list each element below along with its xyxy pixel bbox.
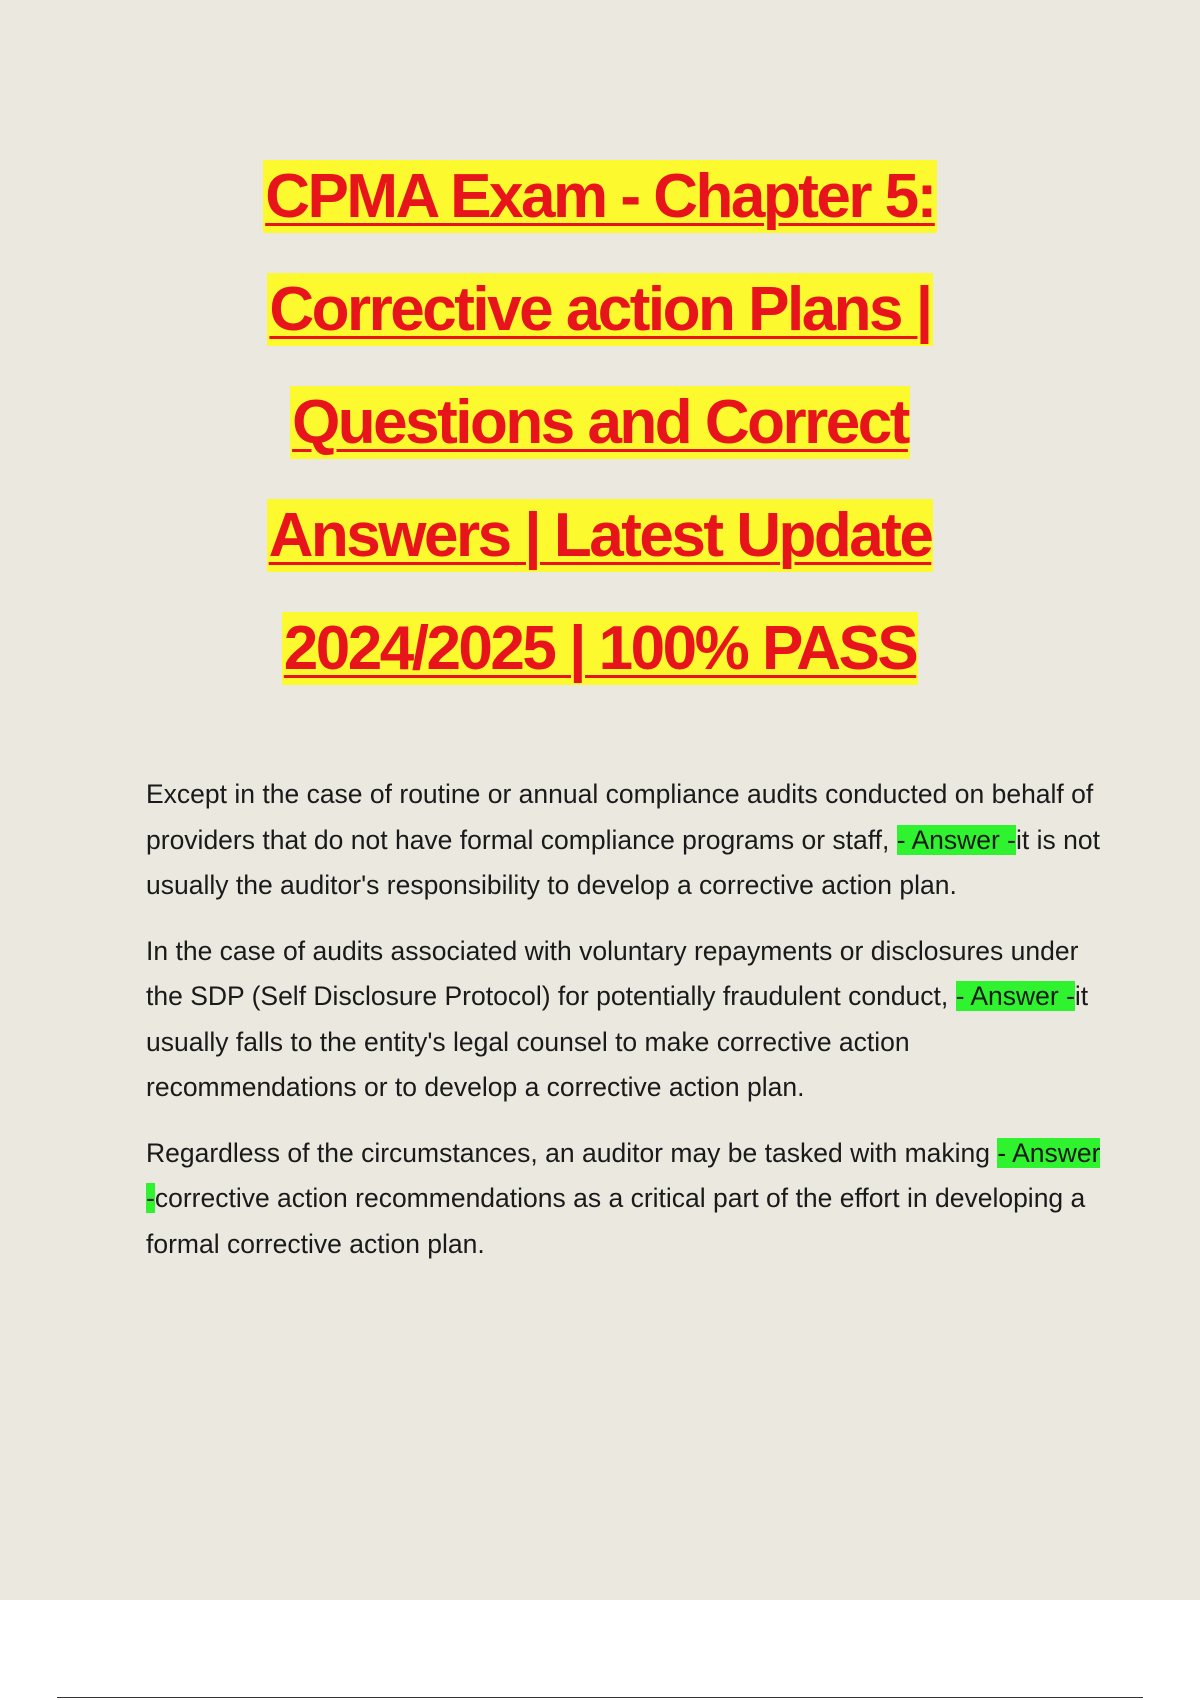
title-line-text: CPMA Exam - Chapter 5: xyxy=(265,162,935,231)
qa-item xyxy=(146,1131,1106,1268)
title-line-text: Questions and Correct xyxy=(292,388,908,457)
title-line-text: Corrective action Plans | xyxy=(269,275,931,344)
qa-answer: it is not usually the auditor's responsibility to develop a corrective action plan. xyxy=(146,824,1100,900)
qa-item xyxy=(146,772,1106,909)
answer-tag: - Answer - xyxy=(146,1137,1101,1213)
title-line xyxy=(0,592,1200,705)
qa-question: In the case of audits associated with voluntary repayments or disclosures under the SDP (Self Disclosure Protocol) for potentially fraudulent conduct, xyxy=(146,935,1079,1011)
footer-divider xyxy=(57,1697,1143,1698)
title-line xyxy=(0,140,1200,253)
qa-answer: it usually falls to the entity's legal counsel to make corrective action recommendations or to develop a corrective action plan. xyxy=(146,981,1089,1102)
qa-question: Regardless of the circumstances, an auditor may be tasked with making xyxy=(146,1137,998,1168)
qa-answer: corrective action recommendations as a critical part of the effort in developing a formal corrective action plan. xyxy=(146,1183,1086,1259)
qa-question: Except in the case of routine or annual compliance audits conducted on behalf of providers that do not have formal compliance programs or staff, xyxy=(146,779,1094,855)
title-line xyxy=(0,479,1200,592)
answer-tag: - Answer - xyxy=(896,824,1016,855)
title-line xyxy=(0,366,1200,479)
qa-item xyxy=(146,929,1106,1111)
title-line-text: Answers | Latest Update xyxy=(268,501,932,570)
document-title xyxy=(0,140,1200,705)
answer-tag: - Answer - xyxy=(955,981,1075,1011)
title-line xyxy=(0,253,1200,366)
qa-list xyxy=(146,772,1106,1287)
title-line-text: 2024/2025 | 100% PASS xyxy=(283,614,917,683)
